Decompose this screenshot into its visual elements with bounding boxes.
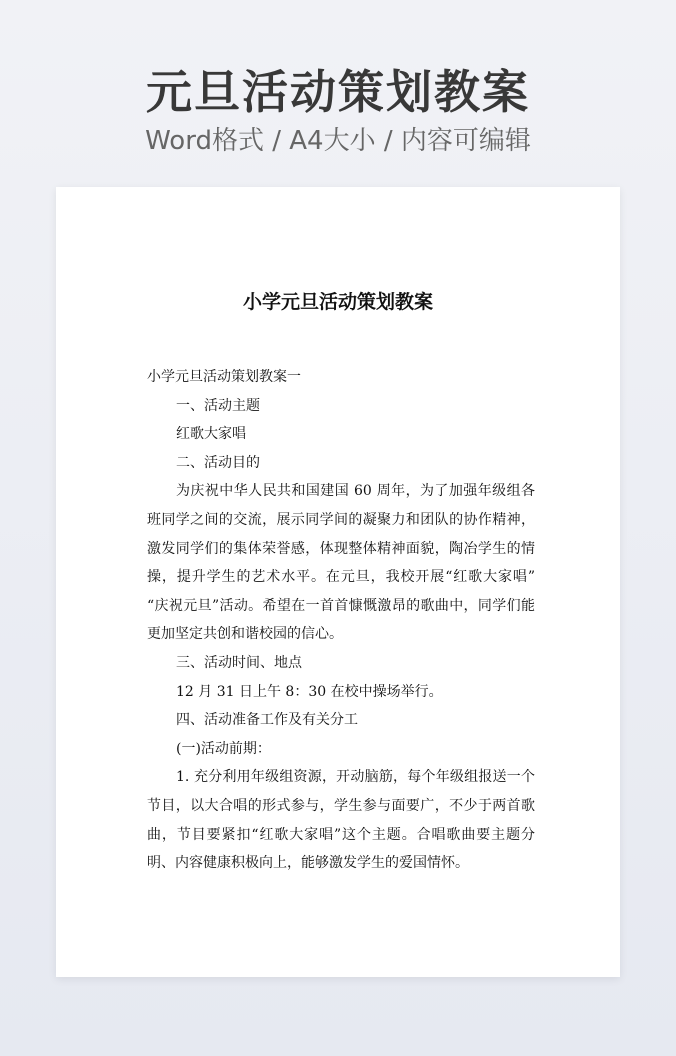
document-paragraph: 为庆祝中华人民共和国建国 60 周年，为了加强年级组各班同学之间的交流，展示同学间的凝聚力和团队的协作精神，激发同学们的集体荣誉感，体现整体精神面貌，陶冶学生的情操，提升学生的艺术水平。在元旦，我校开展“红歌大家唱” “庆祝元旦”活动。希望在一首首慷慨激昂的歌曲中，同学们能更加坚定共创和谐校园的信心。 bbox=[147, 483, 535, 643]
page-header bbox=[0, 62, 676, 158]
page-subtitle: Word格式 / A4大小 / 内容可编辑 bbox=[145, 126, 531, 156]
document-paragraph: 12 月 31 日上午 8：30 在校中操场举行。 bbox=[176, 683, 443, 700]
document-page bbox=[56, 187, 620, 977]
document-body bbox=[147, 363, 535, 878]
document-paragraph: 四、活动准备工作及有关分工 bbox=[176, 712, 358, 729]
document-paragraph: 1. 充分利用年级组资源，开动脑筋，每个年级组报送一个节目，以大合唱的形式参与，学生参与面要广，不少于两首歌曲，节目要紧扣“红歌大家唱”这个主题。合唱歌曲要主题分明、内容健康积极向上，能够激发学生的爱国情怀。 bbox=[147, 769, 535, 872]
document-paragraph: 一、活动主题 bbox=[176, 397, 260, 414]
document-paragraph: 小学元旦活动策划教案一 bbox=[147, 369, 301, 385]
page-title: 元旦活动策划教案 bbox=[146, 65, 530, 119]
document-paragraph: 三、活动时间、地点 bbox=[176, 654, 302, 671]
document-paragraph: 红歌大家唱 bbox=[176, 426, 246, 443]
document-paragraph: (一)活动前期： bbox=[176, 740, 271, 757]
document-title: 小学元旦活动策划教案 bbox=[242, 291, 433, 313]
document-paragraph: 二、活动目的 bbox=[176, 454, 260, 471]
